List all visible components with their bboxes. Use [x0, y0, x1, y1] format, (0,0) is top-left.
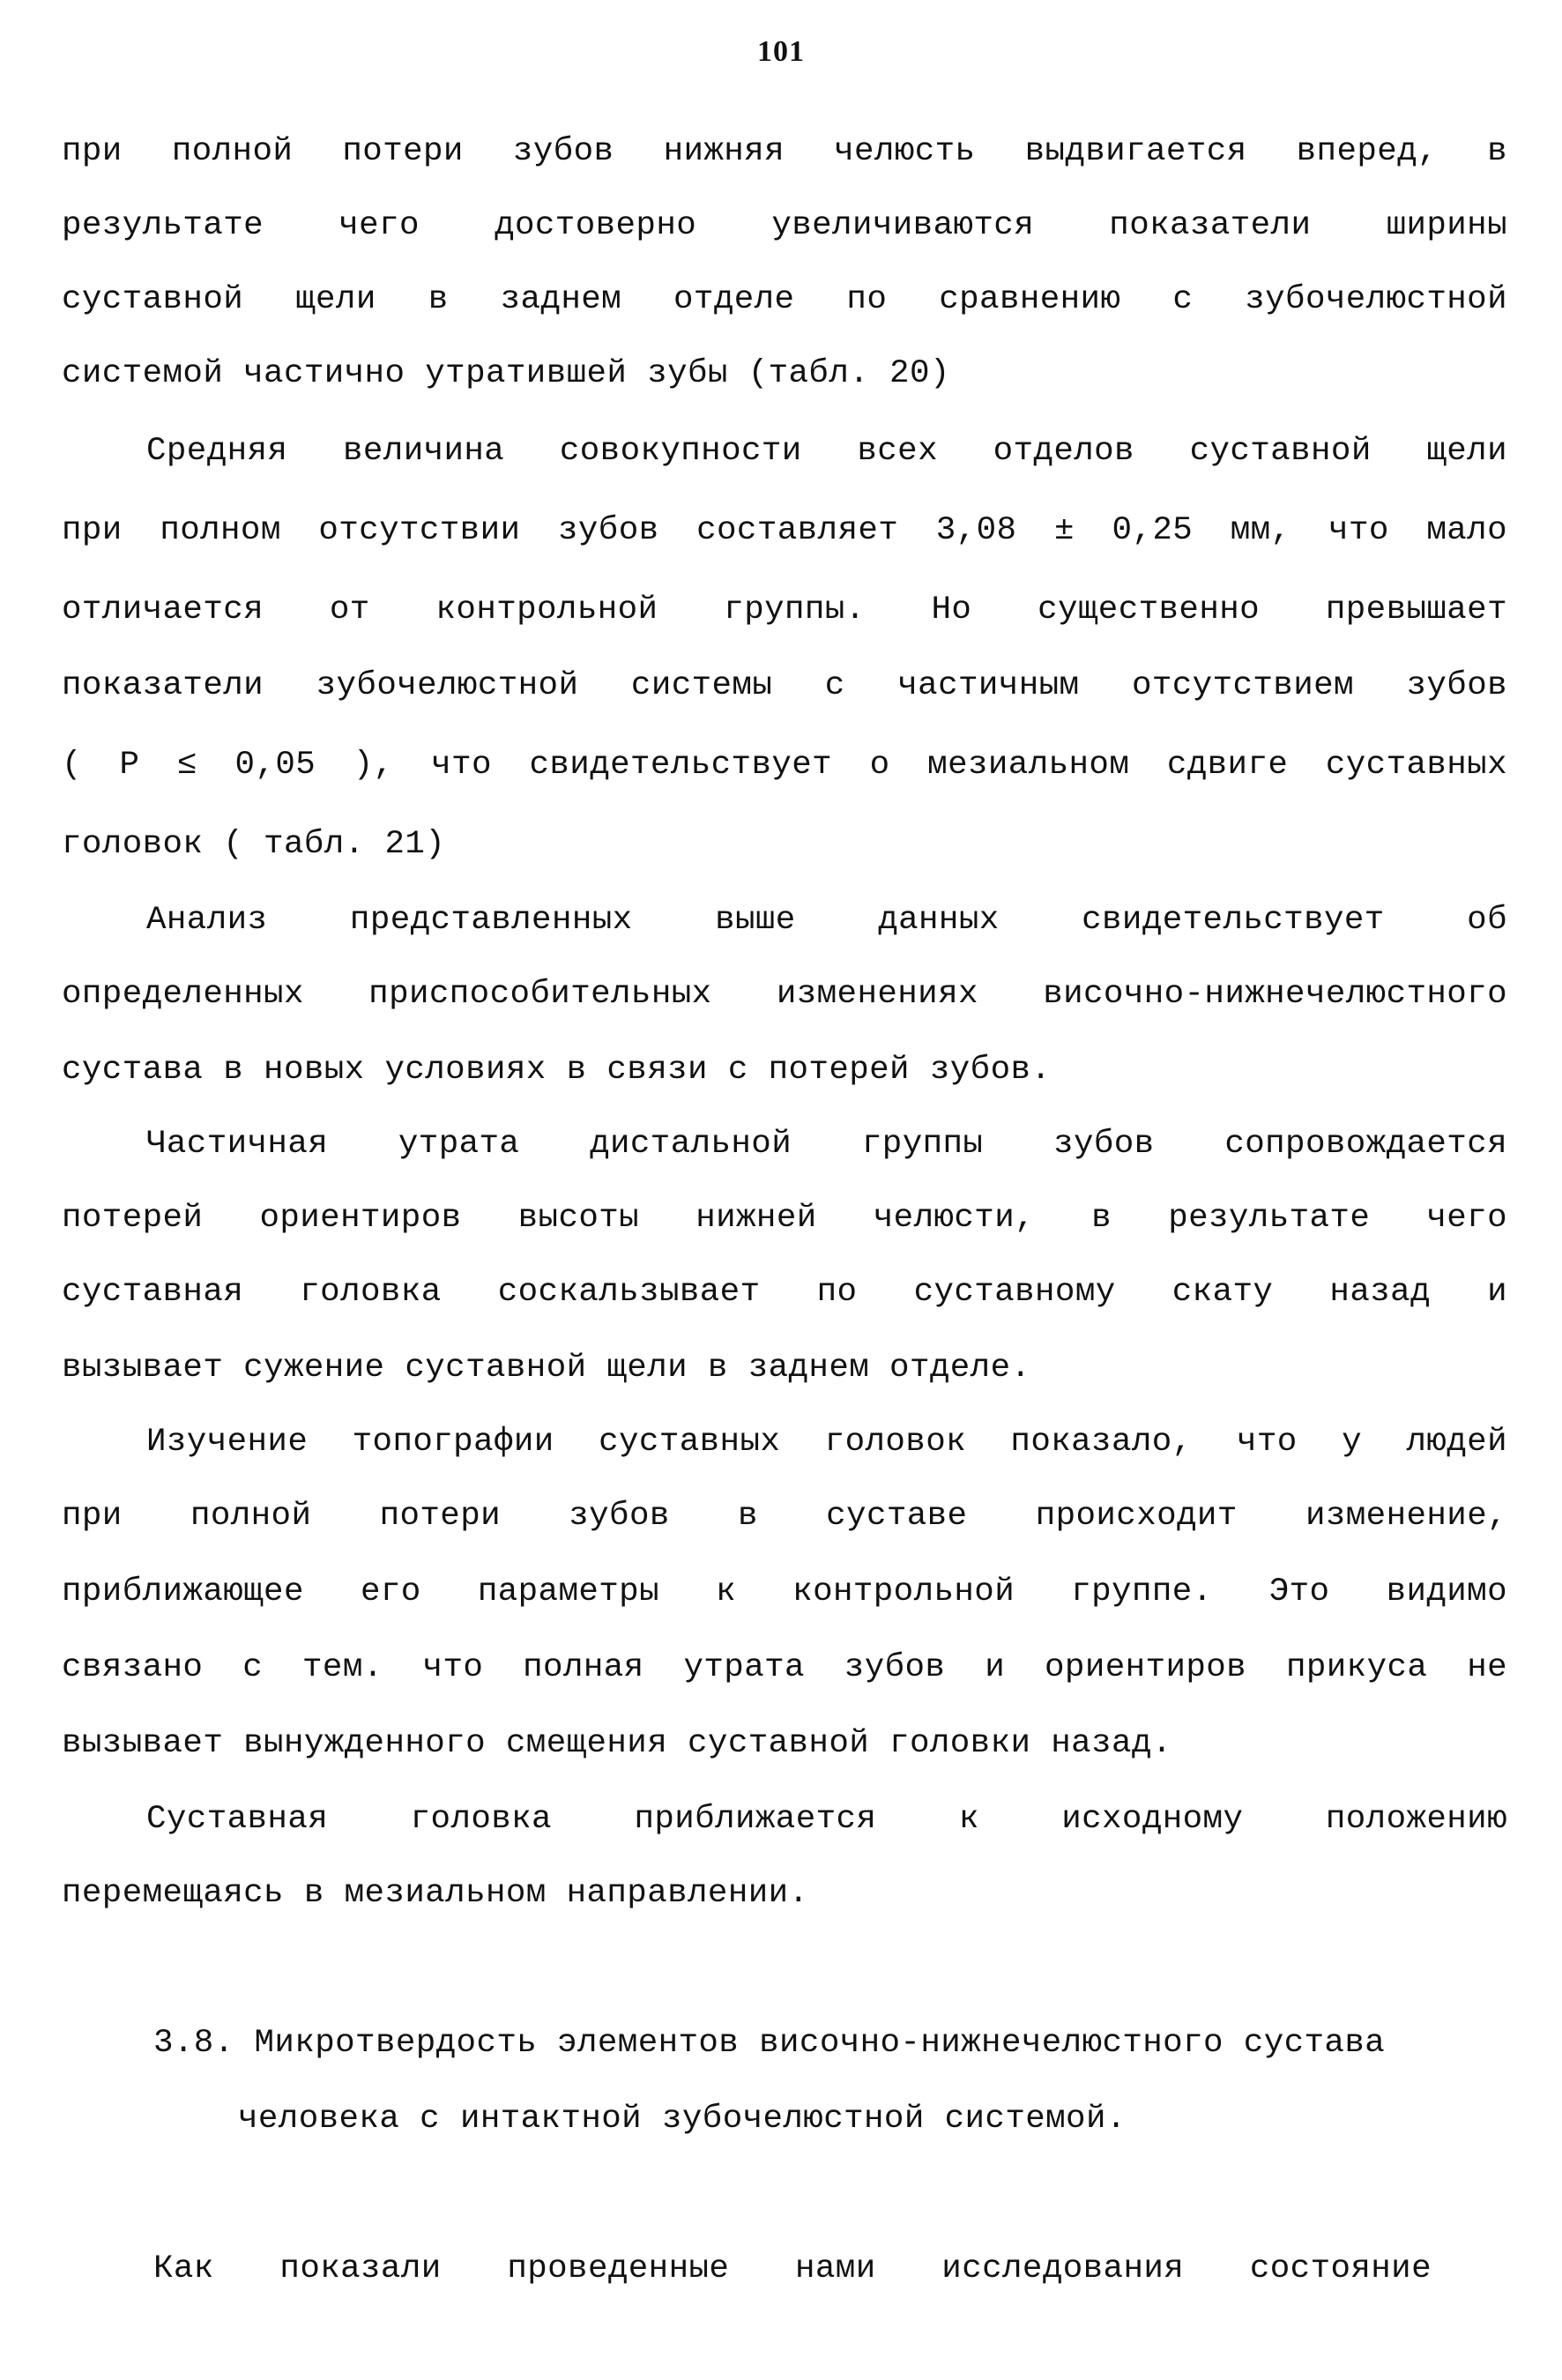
- text-line: приближающее его параметры к контрольной группе. Это видимо: [62, 1573, 1507, 1610]
- text-line: системой частично утратившей зубы (табл. 20): [62, 355, 950, 392]
- text-line: Средняя величина совокупности всех отделов суставной щели: [146, 433, 1507, 470]
- page-number: 101: [757, 35, 805, 68]
- text-line: перемещаясь в мезиальном направлении.: [62, 1875, 809, 1912]
- text-line: связано с тем. что полная утрата зубов и ориентиров прикуса не: [62, 1649, 1507, 1686]
- text-line: потерей ориентиров высоты нижней челюсти, в результате чего: [62, 1200, 1507, 1237]
- text-line: при полной потери зубов в суставе происходит изменение,: [62, 1498, 1507, 1535]
- text-line: ( Р ≤ 0,05 ), что свидетельствует о мезиальном сдвиге суставных: [62, 747, 1507, 784]
- text-line: Суставная головка приближается к исходному положению: [146, 1801, 1507, 1838]
- text-line: отличается от контрольной группы. Но существенно превышает: [62, 591, 1507, 628]
- text-line: Как показали проведенные нами исследования состояние: [153, 2250, 1432, 2287]
- text-line: Анализ представленных выше данных свидетельствует об: [146, 902, 1507, 939]
- text-line: сустава в новых условиях в связи с потерей зубов.: [62, 1052, 1052, 1089]
- section-heading: 3.8. Микротвердость элементов височно-нижнечелюстного сустава: [153, 2025, 1386, 2062]
- text-line: определенных приспособительных изменениях височно-нижнечелюстного: [62, 976, 1507, 1013]
- text-line: вызывает сужение суставной щели в заднем отделе.: [62, 1350, 1031, 1387]
- text-line: результате чего достоверно увеличиваются показатели ширины: [62, 207, 1507, 244]
- text-line: суставная головка соскальзывает по суставному скату назад и: [62, 1274, 1507, 1311]
- section-heading-continuation: человека с интактной зубочелюстной системой.: [238, 2101, 1127, 2138]
- text-line: Изучение топографии суставных головок показало, что у людей: [146, 1424, 1507, 1461]
- text-line: вызывает вынужденного смещения суставной головки назад.: [62, 1725, 1172, 1762]
- text-line: Частичная утрата дистальной группы зубов сопровождается: [146, 1126, 1507, 1163]
- text-line: при полном отсутствии зубов составляет 3,08 ± 0,25 мм, что мало: [62, 512, 1507, 549]
- text-line: головок ( табл. 21): [62, 826, 446, 863]
- text-line: при полной потери зубов нижняя челюсть выдвигается вперед, в: [62, 133, 1507, 170]
- text-line: показатели зубочелюстной системы с частичным отсутствием зубов: [62, 667, 1507, 704]
- text-line: суставной щели в заднем отделе по сравнению с зубочелюстной: [62, 281, 1507, 318]
